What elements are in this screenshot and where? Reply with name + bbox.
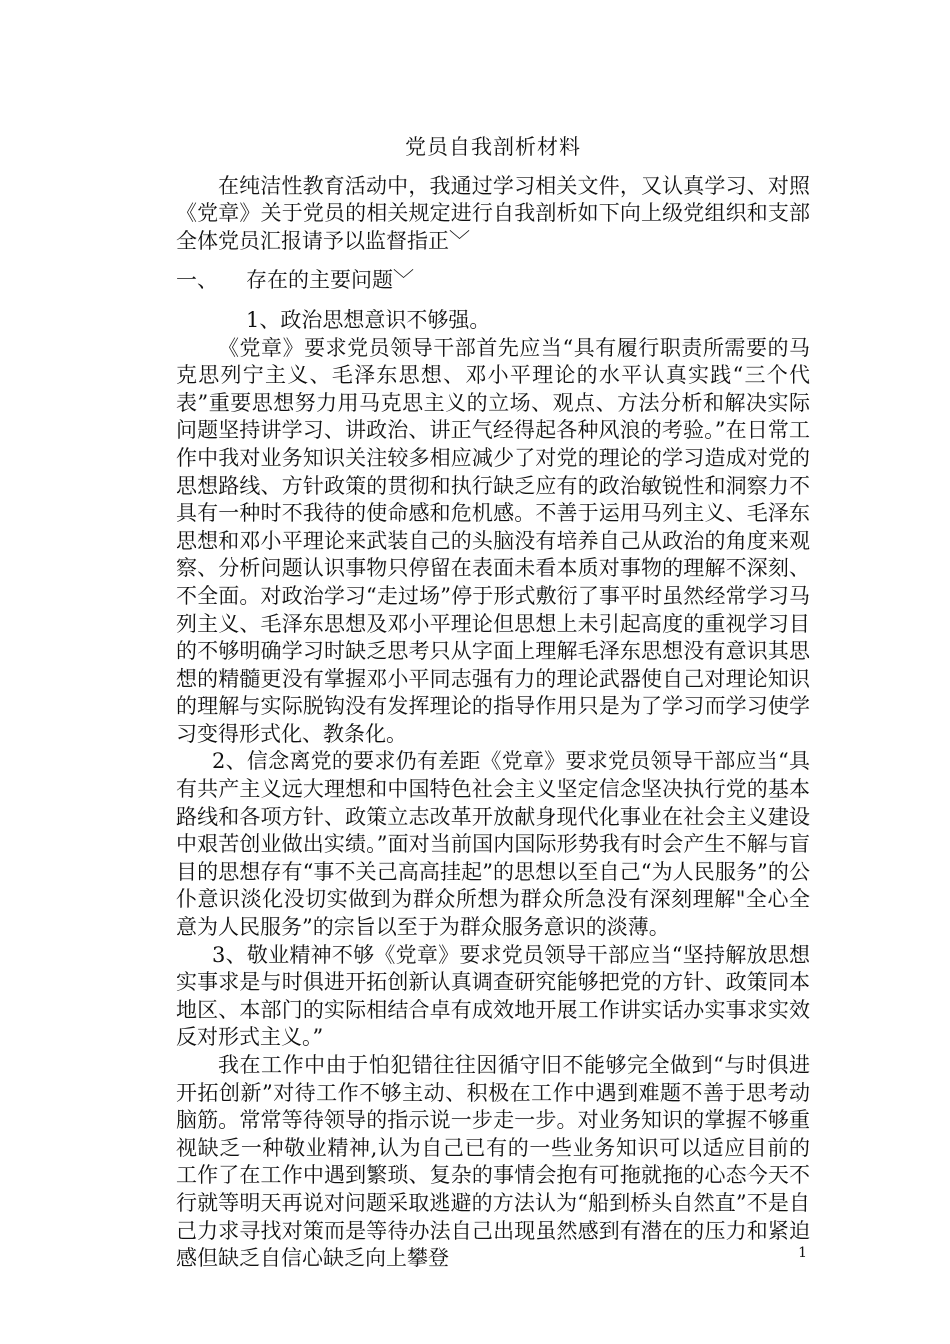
section-number: 一、 (176, 268, 218, 293)
item3-body-paragraph: 我在工作中由于怕犯错往往因循守旧不能够完全做到“与时俱进开拓创新”对待工作不够主动、积极在工作中遇到难题不善于思考动脑筋。常常等待领导的指示说一步走一步。对业务知识的掌握不够重视缺乏一种敬业精神,认为自己已有的一些业务知识可以适应目前的工作了在工作中遇到繁琐、复杂的事情会抱有可拖就拖的心态今天不行就等明天再说对问题采取逃避的方法认为“船到桥头自然直”不是自己力求寻找对策而是等待办法自己出现虽然感到有潜在的压力和紧迫感但缺乏自信心缺乏向上攀登 (176, 1053, 810, 1271)
document-title: 党员自我剖析材料 (405, 135, 581, 159)
document-body (176, 134, 810, 1273)
item2-paragraph: 2、信念离党的要求仍有差距《党章》要求党员领导干部应当“具有共产主义远大理想和中国特色社会主义坚定信念坚决执行党的基本路线和各项方针、政策立志改革开放献身现代化事业在社会主义建设中艰苦创业做出实绩。”面对当前国内国际形势我有时会产生不解与盲目的思想存有“事不关己高高挂起”的思想以至自己“为人民服务”的公仆意识淡化没切实做到为群众所想为群众所急没有深刻理解"全心全意为人民服务”的宗旨以至于为群众服务意识的淡薄。 (176, 749, 810, 940)
page-number: 1 (798, 1245, 807, 1261)
item1-paragraph: 《党章》要求党员领导干部首先应当“具有履行职责所需要的马克思列宁主义、毛泽东思想、邓小平理论的水平认真实践“三个代表”重要思想努力用马克思主义的立场、观点、方法分析和解决实际问题坚持讲学习、讲政治、讲正气经得起各种风浪的考验。”在日常工作中我对业务知识关注较多相应减少了对党的理论的学习造成对党的思想路线、方针政策的贯彻和执行缺乏应有的政治敏锐性和洞察力不具有一种时不我待的使命感和危机感。不善于运用马列主义、毛泽东思想和邓小平理论来武装自己的头脑没有培养自己从政治的角度来观察、分析问题认识事物只停留在表面未看本质对事物的理解不深刻、不全面。对政治学习“走过场”停于形式敷衍了事平时虽然经常学习马列主义、毛泽东思想及邓小平理论但思想上未引起高度的重视学习目的不够明确学习时缺乏思考只从字面上理解毛泽东思想没有意识其思想的精髓更没有掌握邓小平同志强有力的理论武器使自己对理论知识的理解与实际脱钩没有发挥理论的指导作用只是为了学习而学习使学习变得形式化、教条化。 (176, 335, 810, 746)
item3-paragraph: 3、敬业精神不够《党章》要求党员领导干部应当“坚持解放思想实事求是与时俱进开拓创新认真调查研究能够把党的方针、政策同本地区、本部门的实际相结合卓有成效地开展工作讲实话办实事求实效反对形式主义。” (176, 942, 810, 1050)
item1-heading: 1、政治思想意识不够强。 (246, 307, 491, 332)
section-title: 存在的主要问题﹀ (246, 268, 414, 293)
intro-paragraph: 在纯洁性教育活动中，我通过学习相关文件，又认真学习、对照《党章》关于党员的相关规定进行自我剖析如下向上级党组织和支部全体党员汇报请予以监督指正﹀ (176, 173, 810, 253)
section-heading (176, 267, 810, 295)
